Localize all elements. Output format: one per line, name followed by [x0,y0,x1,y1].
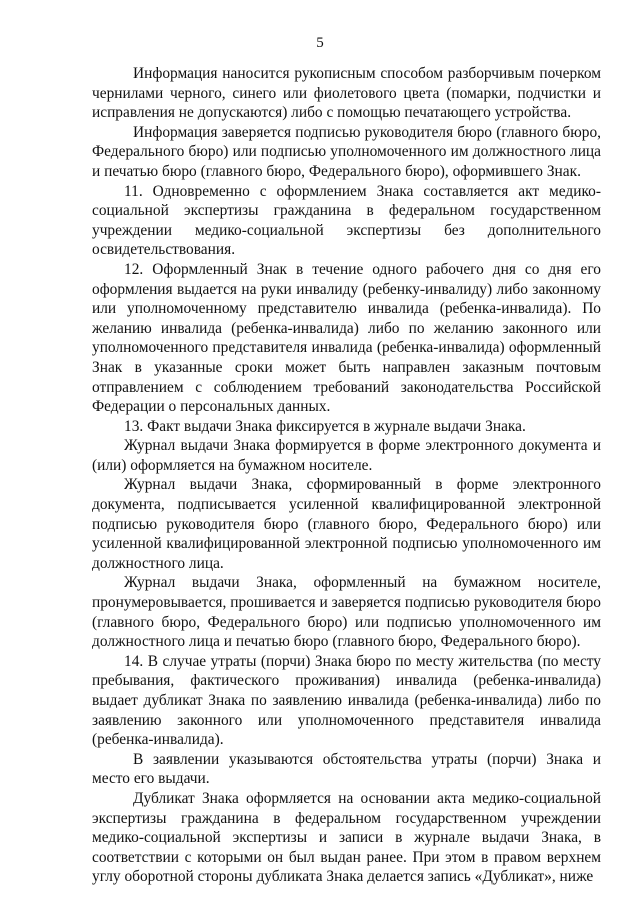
paragraph-journal-paper: Журнал выдачи Знака, оформленный на бумажном носителе, пронумеровывается, прошивается и заверяется подписью руководителя бюро (главного бюро, Федерального бюро) или подписью уполномоченного им должностного лица и печатью бюро (главного бюро, Федерального бюро). [92,574,601,651]
paragraph-journal-electronic: Журнал выдачи Знака, сформированный в форме электронного документа, подписывается усиленной квалифицированной электронной подписью руководителя бюро (главного бюро, Федерального бюро) или усиленной квалифицированной электронной подписью уполномоченного им должностного лица. [92,476,601,572]
paragraph-12: 12. Оформленный Знак в течение одного рабочего дня со дня его оформления выдается на руки инвалиду (ребенку-инвалиду) либо законному или уполномоченному представителю инвалида (ребенка-инвалида). По желанию инвалида (ребенка-инвалида) либо по желанию законного или уполномоченного представителя инвалида (ребенка-инвалида) оформленный Знак в указанные сроки может быть направлен заказным почтовым отправлением с соблюдением требований законодательства Российской Федерации о персональных данных. [92,260,601,416]
paragraph-info-certification: Информация заверяется подписью руководителя бюро (главного бюро, Федерального бюро) или подписью уполномоченного им должностного лица и печатью бюро (главного бюро, Федерального бюро), оформившего Знак. [92,123,601,180]
paragraph-journal-form: Журнал выдачи Знака формируется в форме электронного документа и (или) оформляется на бумажном носителе. [92,437,601,474]
paragraph-duplicate: Дубликат Знака оформляется на основании акта медико-социальной экспертизы гражданина в федеральном государственном учреждении медико-социальной экспертизы и записи в журнале выдачи Знака, в соответствии с которыми он был выдан ранее. При этом в правом верхнем углу оборотной стороны дубликата Знака делается запись «Дубликат», ниже [92,789,601,886]
paragraph-info-method: Информация наносится рукописным способом разборчивым почерком чернилами черного, синего или фиолетового цвета (помарки, подчистки и исправления не допускаются) либо с помощью печатающего устройства. [92,65,601,122]
document-body [92,64,601,887]
paragraph-application-details: В заявлении указываются обстоятельства утраты (порчи) Знака и место его выдачи. [92,750,601,788]
page-number: 5 [316,35,324,51]
paragraph-13: 13. Факт выдачи Знака фиксируется в журнале выдачи Знака. [124,417,526,435]
paragraph-11: 11. Одновременно с оформлением Знака составляется акт медико-социальной экспертизы гражданина в федеральном государственном учреждении медико-социальной экспертизы без дополнительного освидетельствования. [92,182,601,259]
paragraph-14: 14. В случае утраты (порчи) Знака бюро по месту жительства (по месту пребывания, фактического проживания) инвалида (ребенка-инвалида) выдает дубликат Знака по заявлению инвалида (ребенка-инвалида) либо по заявлению законного или уполномоченного представителя инвалида (ребенка-инвалида). [92,652,601,749]
